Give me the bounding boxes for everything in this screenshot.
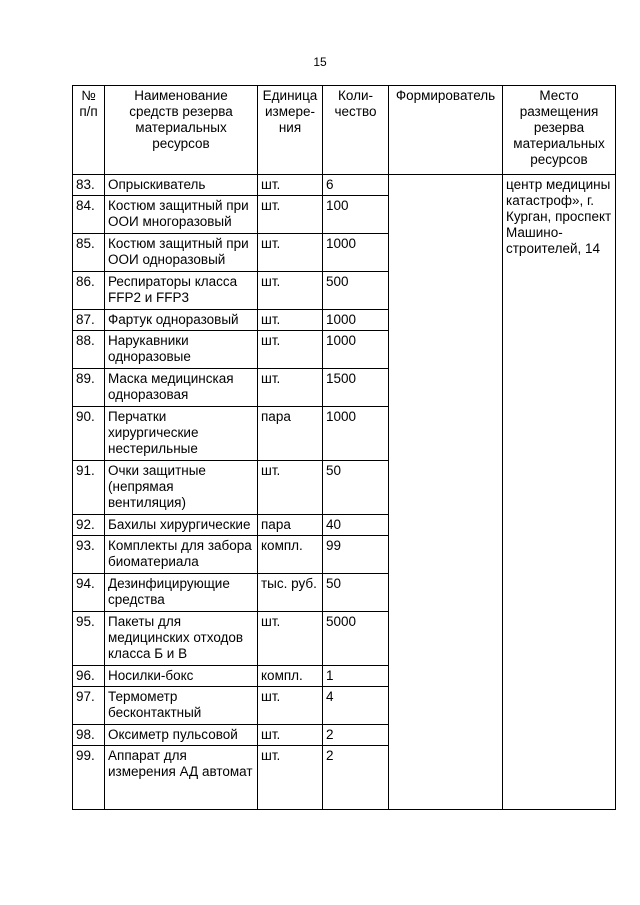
row-name: Термометр бесконтактный [105,687,258,725]
row-name: Дезинфицирующие средства [105,574,258,612]
row-unit: шт. [258,746,323,810]
row-quantity: 100 [323,196,389,234]
header-name: Наименование средств резерва материальных ресурсов [105,86,258,175]
row-unit: шт. [258,310,323,331]
row-name: Бахилы хирургические [105,515,258,536]
row-name: Опрыскиватель [105,175,258,196]
row-name: Аппарат для измерения АД автомат [105,746,258,810]
row-number: 83. [73,175,105,196]
row-quantity: 1 [323,666,389,687]
header-num: № п/п [73,86,105,175]
row-number: 88. [73,331,105,369]
row-name: Респираторы класса FFP2 и FFP3 [105,272,258,310]
row-number: 97. [73,687,105,725]
row-quantity: 1000 [323,234,389,272]
row-number: 96. [73,666,105,687]
header-row [73,86,616,175]
row-unit: шт. [258,612,323,666]
row-quantity: 40 [323,515,389,536]
row-unit: шт. [258,687,323,725]
row-quantity: 6 [323,175,389,196]
row-quantity: 50 [323,574,389,612]
row-unit: компл. [258,666,323,687]
row-number: 91. [73,461,105,515]
row-quantity: 1000 [323,331,389,369]
former-cell [389,175,503,810]
row-number: 86. [73,272,105,310]
row-name: Костюм защитный при ООИ одноразовый [105,234,258,272]
row-unit: тыс. руб. [258,574,323,612]
row-name: Нарукавники одноразовые [105,331,258,369]
row-number: 87. [73,310,105,331]
row-name: Маска медицинская одноразовая [105,369,258,407]
row-number: 99. [73,746,105,810]
row-number: 95. [73,612,105,666]
header-place: Место размещения резерва материальных ресурсов [503,86,616,175]
row-quantity: 99 [323,536,389,574]
header-former: Формирователь [389,86,503,175]
row-quantity: 50 [323,461,389,515]
row-quantity: 2 [323,725,389,746]
row-unit: пара [258,407,323,461]
row-name: Пакеты для медицинских отходов класса Б и В [105,612,258,666]
header-unit: Единица измере- ния [258,86,323,175]
row-unit: компл. [258,536,323,574]
row-name: Костюм защитный при ООИ многоразовый [105,196,258,234]
row-unit: шт. [258,461,323,515]
row-name: Перчатки хирургические нестерильные [105,407,258,461]
row-unit: шт. [258,175,323,196]
reserve-table [72,85,616,810]
table-row [73,175,616,196]
row-quantity: 2 [323,746,389,810]
row-quantity: 1000 [323,310,389,331]
row-number: 93. [73,536,105,574]
row-unit: шт. [258,272,323,310]
row-unit: шт. [258,196,323,234]
row-unit: шт. [258,331,323,369]
row-number: 89. [73,369,105,407]
row-number: 84. [73,196,105,234]
header-qty: Коли- чество [323,86,389,175]
row-quantity: 1500 [323,369,389,407]
placement-cell: центр медицины катастроф», г. Курган, проспект Машино-строителей, 14 [503,175,616,810]
row-number: 98. [73,725,105,746]
row-name: Очки защитные (непрямая вентиляция) [105,461,258,515]
row-quantity: 1000 [323,407,389,461]
row-number: 90. [73,407,105,461]
row-unit: шт. [258,369,323,407]
row-quantity: 4 [323,687,389,725]
row-name: Оксиметр пульсовой [105,725,258,746]
row-number: 85. [73,234,105,272]
row-unit: шт. [258,234,323,272]
row-quantity: 5000 [323,612,389,666]
row-name: Комплекты для забора биоматериала [105,536,258,574]
page-number: 15 [313,55,327,69]
row-number: 94. [73,574,105,612]
row-unit: пара [258,515,323,536]
row-number: 92. [73,515,105,536]
row-name: Носилки-бокс [105,666,258,687]
row-name: Фартук одноразовый [105,310,258,331]
row-unit: шт. [258,725,323,746]
row-quantity: 500 [323,272,389,310]
